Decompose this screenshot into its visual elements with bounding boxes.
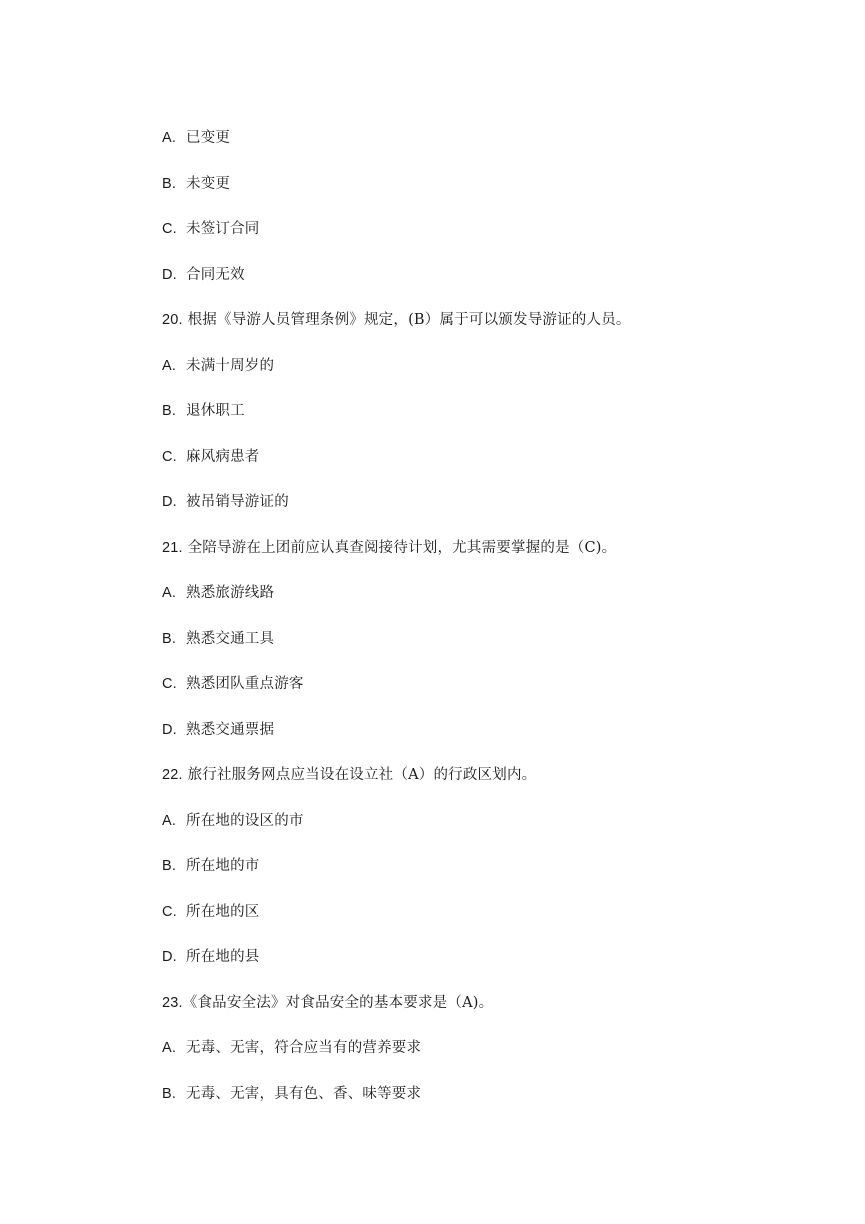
option-line: [162, 401, 245, 421]
question-text: 全陪导游在上团前应认真查阅接待计划，尤其需要掌握的是（C)。: [187, 540, 617, 556]
question-number: 23.: [162, 995, 183, 1011]
option-text: 已变更: [186, 130, 231, 146]
option-text: 熟悉交通工具: [186, 631, 275, 647]
option-text: 熟悉团队重点游客: [186, 676, 304, 692]
option-line: [162, 811, 304, 831]
option-letter: B.: [162, 858, 177, 874]
option-text: 未签订合同: [186, 221, 260, 237]
option-text: 未满十周岁的: [186, 358, 275, 374]
question-line: [162, 538, 616, 558]
question-text: 根据《导游人员管理条例》规定，(B）属于可以颁发导游证的人员。: [187, 312, 631, 328]
option-line: [162, 947, 260, 967]
option-text: 合同无效: [186, 267, 245, 283]
option-letter: B.: [162, 631, 177, 647]
option-letter: A.: [162, 358, 177, 374]
option-letter: B.: [162, 176, 177, 192]
option-text: 无毒、无害，符合应当有的营养要求: [186, 1040, 422, 1056]
option-text: 麻风病患者: [186, 449, 260, 465]
option-line: [162, 902, 260, 922]
option-text: 熟悉旅游线路: [186, 585, 275, 601]
option-letter: A.: [162, 585, 177, 601]
option-letter: D.: [162, 722, 177, 738]
option-letter: D.: [162, 267, 177, 283]
option-letter: B.: [162, 1086, 177, 1102]
option-line: [162, 128, 230, 148]
question-line: [162, 310, 631, 330]
option-letter: C.: [162, 904, 177, 920]
option-text: 未变更: [186, 176, 231, 192]
question-text: 《食品安全法》对食品安全的基本要求是（A)。: [182, 995, 494, 1011]
option-line: [162, 265, 245, 285]
option-letter: C.: [162, 449, 177, 465]
option-line: [162, 674, 304, 694]
option-line: [162, 219, 260, 239]
option-letter: D.: [162, 494, 177, 510]
option-text: 所在地的市: [186, 858, 260, 874]
option-letter: A.: [162, 813, 177, 829]
question-number: 21.: [162, 540, 183, 556]
option-letter: A.: [162, 1040, 177, 1056]
option-text: 被吊销导游证的: [186, 494, 289, 510]
option-line: [162, 447, 260, 467]
option-line: [162, 856, 260, 876]
option-text: 无毒、无害，具有色、香、味等要求: [186, 1086, 422, 1102]
option-letter: B.: [162, 403, 177, 419]
option-text: 退休职工: [186, 403, 245, 419]
question-number: 22.: [162, 767, 183, 783]
option-line: [162, 720, 274, 740]
question-text: 旅行社服务网点应当设在设立社（A）的行政区划内。: [187, 767, 537, 783]
question-number: 20.: [162, 312, 183, 328]
option-line: [162, 1084, 421, 1104]
option-text: 所在地的区: [186, 904, 260, 920]
option-letter: A.: [162, 130, 177, 146]
option-text: 熟悉交通票据: [186, 722, 275, 738]
option-line: [162, 583, 274, 603]
option-line: [162, 356, 274, 376]
question-line: [162, 765, 536, 785]
option-text: 所在地的县: [186, 949, 260, 965]
option-line: [162, 1038, 421, 1058]
question-line: [162, 993, 493, 1013]
option-letter: C.: [162, 221, 177, 237]
option-line: [162, 174, 230, 194]
option-letter: D.: [162, 949, 177, 965]
option-text: 所在地的设区的市: [186, 813, 304, 829]
option-letter: C.: [162, 676, 177, 692]
option-line: [162, 492, 289, 512]
option-line: [162, 629, 274, 649]
